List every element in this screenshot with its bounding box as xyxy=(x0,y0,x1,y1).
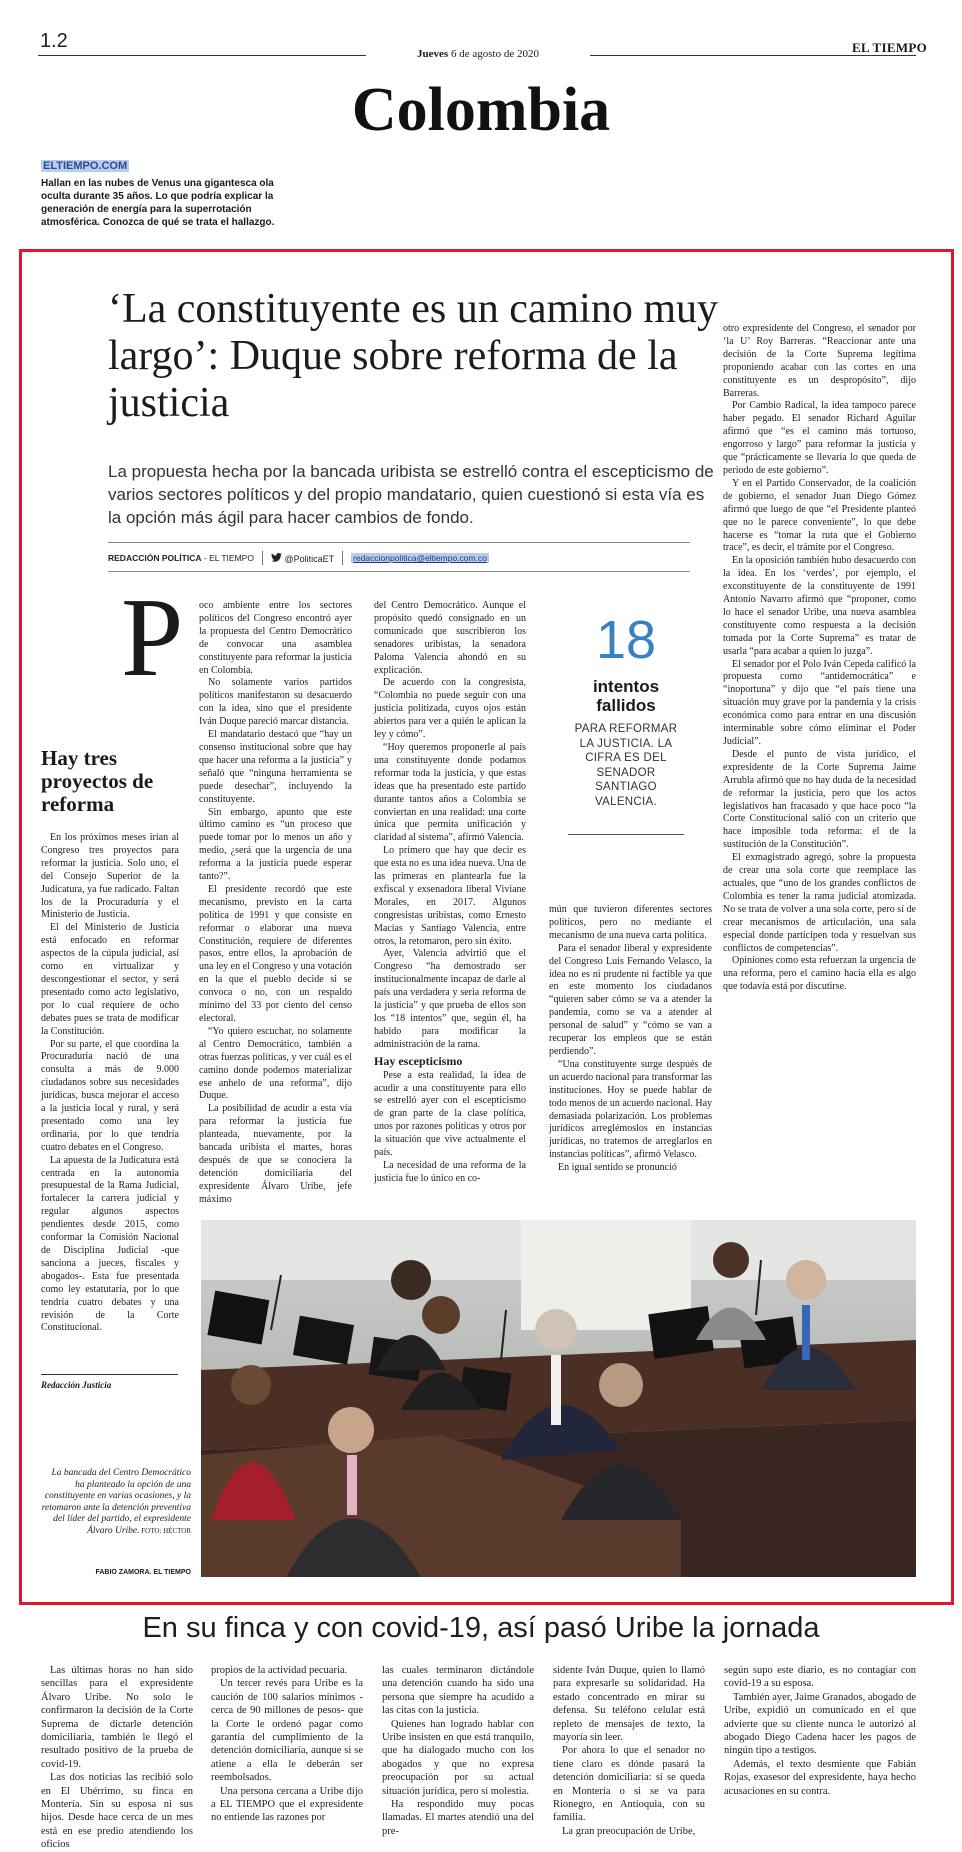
brand-logo: EL TIEMPO xyxy=(852,40,928,55)
promo-link[interactable]: ELTIEMPO.COM xyxy=(43,160,128,172)
article-paragraph: No solamente varios partidos políticos manifestaron su desacuerdo con la idea, sino que el presidente Iván Duque pareció marcar distancia. xyxy=(199,677,352,728)
story2-paragraph: Un tercer revés para Uribe es la caución de 100 salarios mínimos -cerca de 90 millones de pesos- que la Corte le ordenó pagar como garantía del cumplimiento de la detención domiciliaria, aunque si se atiene a ella le deberán ser reembolsados. xyxy=(211,1678,363,1784)
article-paragraph: El presidente recordó que este mecanismo, previsto en la carta política de 1991 y que consiste en reformar o elaborar una nueva Constitución, requiere de diferentes pasos, entre ellos, la aprobación de una ley en el Congreso y una votación en la que el pueblo decide si se convoca o no, con un respaldo mínimo del 33 por ciento del censo electoral. xyxy=(199,883,353,1024)
article-headline: ‘La constituyente es un camino muy largo’: Duque sobre reforma de la justicia xyxy=(108,286,719,426)
article-crosshead: Hay escepticismo xyxy=(374,1053,463,1068)
senate-photo xyxy=(201,1220,916,1577)
article-paragraph: El exmagistrado agregó, sobre la propuesta de crear una sola corte que reemplace las actuales, que “uno de los grandes conflictos de Colombia es tener la rama judicial atomizada. No se trata de volver a una sola corte, pero sí de crear mecanismos de articulación, una sala especial donde participen toda y resuelvan sus conflictos de competencias”. xyxy=(723,852,916,954)
article-paragraph: “Yo quiero escuchar, no solamente al Centro Democrático, también a otras fuerzas políticas, y ver cuál es el camino donde podemos materializar ese anhelo de una reforma”, dijo Duque. xyxy=(199,1025,352,1102)
article-paragraph: En igual sentido se pronunció xyxy=(558,1162,677,1174)
article-paragraph: Lo primero que hay que decir es que esta no es una idea nueva. Una de las primeras en plantearla fue la exfiscal y exsenadora liberal Viviane Morales, en 2017. Algunos congresistas uribistas, como Ernesto Macías y Santiago Valencia, entre otros, la retomaron, pero sin éxito. xyxy=(374,845,526,947)
sidebar-body xyxy=(41,832,179,1335)
sidebar-paragraph: En los próximos meses irían al Congreso tres proyectos para reformar la justicia. Solo uno, el del Consejo Superior de la Judicatura, ya fue radicado. Faltan los de la Procuraduría y el Ministerio de Justicia. xyxy=(41,832,179,921)
photo-caption-text: La bancada del Centro Democrático ha planteado la opción de una constituyente en varias ocasiones, y la retomaron ante la detención preventiva del líder del partido, el expresidente Álvaro Uribe. xyxy=(41,1468,191,1536)
article-paragraph: “Una constituyente surge después de un acuerdo nacional para transformar las instituciones. Hoy se puede hablar de todo menos de un acuerdo nacional. Hay demasiada polarización. Los problemas jurídicos arreglémoslos en instancias jurídicas, no tratemos de arreglarlos en instancias políticas”, afirmó Velasco. xyxy=(549,1058,713,1161)
section-title: Colombia xyxy=(351,76,611,144)
story2-column-1 xyxy=(41,1664,193,1852)
article-paragraph xyxy=(199,600,352,677)
article-column-3 xyxy=(549,904,712,1175)
story2-paragraph: propios de la actividad pecuaria. xyxy=(211,1665,348,1676)
byline-twitter-handle: @PoliticaET xyxy=(284,553,335,564)
article-paragraph: Desde el punto de vista jurídico, el expresidente de la Corte Suprema Jaime Arrubla afirmó que no hay duda de la necesidad de reformar la justicia, pero que los actos legislativos han fracasado y que hace poco “la Corte Constitucional salió con un criterio que hace imposible toda reforma: el de la sustitución de la Constitución”. xyxy=(723,748,916,851)
photo-caption xyxy=(41,1468,191,1538)
sidebar-paragraph: Por su parte, el que coordina la Procuraduría nació de una consulta a más de 9.000 ciudadanos sobre sus necesidades jurídicas, busca mejorar el acceso a la justicia local y rural, y será presentado como una ley ordinaria, por lo que tendría cuatro debates en el Congreso. xyxy=(41,1038,179,1153)
story2-paragraph: Las últimas horas no han sido sencillas para el expresidente Álvaro Uribe. No solo le confirmaron la decisión de la Corte Suprema de dictarle detención domiciliaria, también le llegó el resultado positivo de la prueba de covid-19. xyxy=(41,1665,193,1770)
promo-text: Hallan en las nubes de Venus una gigantesca ola oculta durante 35 años. Lo que podría explicar la generación de energía para la superrotación atmosférica. Conozca de qué se trata el hallazgo. xyxy=(41,178,275,228)
story2-column-2 xyxy=(211,1664,363,1825)
byline-twitter[interactable] xyxy=(271,553,334,564)
date-rest: 6 de agosto de 2020 xyxy=(450,48,539,60)
article-paragraph: Ayer, Valencia advirtió que el Congreso “ha demostrado ser institucionalmente incapaz de darle al país una verdadera y seria reforma de la justicia” y que prueba de ellos son los “18 intentos” que, según él, ha habido para modificar la administración de la rama. xyxy=(374,948,526,1050)
page-number: 1.2 xyxy=(40,30,68,52)
story2-paragraph: Quienes han logrado hablar con Uribe insisten en que está tranquilo, que ha dialogado mucho con los abogados y que no expresa preocupación por su actual situación jurídica, pero sí molestia. xyxy=(382,1718,534,1797)
lead-paragraph: oco ambiente entre los sectores políticos del Congreso encontró ayer la propuesta del Centro Democrático de convocar una asamblea constituyente para reformar la justicia en Colombia. xyxy=(199,600,352,676)
story2-paragraph: También ayer, Jaime Granados, abogado de Uribe, expidió un comunicado en el que advierte que su cliente nunca le autorizó al abogado Diego Cadena hacer les pagos de ningún tipo a testigos. xyxy=(724,1691,916,1757)
sidebar-credit: Redacción Justicia xyxy=(41,1380,112,1390)
byline-outlet: - EL TIEMPO xyxy=(203,553,254,563)
article-paragraph: “Hoy queremos proponerle al país una constituyente donde podamos reformar toda la justicia, y que estas ideas que ha presentado este partido durante tantos años a Colombia se conviertan en una realidad: una corte única que permita unificación y claridad al sistema”, afirmó Valencia. xyxy=(374,741,526,844)
article-column-1 xyxy=(199,600,352,1207)
article-paragraph: En la oposición también hubo desacuerdo con la idea. En los ‘verdes’, por ejemplo, el exconstituyente de la constituyente de 1991 Antonio Navarro afirmó que “proponer, como lo hace el senador Uribe, una nueva asamblea constituyente como respuesta a la decisión tomada por la Corte Suprema” es tratar de usarla “para acabar a quien lo juzga”. xyxy=(723,555,916,657)
byline-rule xyxy=(108,571,690,572)
dropcap: P xyxy=(121,576,184,700)
byline-desk: REDACCIÓN POLÍTICA xyxy=(108,553,202,563)
story2-paragraph: Una persona cercana a Uribe dijo a EL TIEMPO que el expresidente no entiende las razones por xyxy=(211,1785,363,1824)
article-paragraph: El mandatario destacó que “hay un consenso institucional sobre que hay que hacer una reforma a la justicia” y señaló que “ninguna herramienta se puede desechar”, incluyendo la constituyente. xyxy=(199,729,352,805)
stat-caption: PARA REFORMAR LA JUSTICIA. LA CIFRA ES DEL SENADOR SANTIAGO VALENCIA. xyxy=(574,723,678,808)
stat-number: 18 xyxy=(595,610,657,670)
article-paragraph: Pese a esta realidad, la idea de acudir a una constituyente para ello se estrelló ayer con el escepticismo de gran parte de la clase política, unos por razones políticas y otros por la situación que vive actualmente el país. xyxy=(374,1069,526,1159)
story2-paragraph: Ha respondido muy pocas llamadas. El martes atendió una del pre- xyxy=(382,1799,534,1837)
article-column-4 xyxy=(723,323,916,994)
sidebar-paragraph: El del Ministerio de Justicia está enfocado en reformar aspectos de la cúpula judicial, así como en virtualizar y descongestionar el sector, y será presentado como acto legislativo, por lo cual requiere de ocho debates pues se trata de modificar la Constitución. xyxy=(41,922,179,1037)
article-paragraph: otro expresidente del Congreso, el senador por ‘la U’ Roy Barreras. “Reaccionar ante una decisión de la Corte Suprema legítima proponiendo acabar con las cortes en una constituyente es un despropósito”, dijo Barreras. xyxy=(723,323,916,399)
article-paragraph: Y en el Partido Conservador, de la coalición de gobierno, el senador Juan Diego Gómez afirmó que luego de que “el Presidente planteó que no le parece conveniente”, lo que debe hacerse es “tomar la ruta que el Gobierno trace”, es decir, el trámite por el Congreso. xyxy=(723,477,916,554)
story2-column-4 xyxy=(553,1664,705,1838)
sidebar-title: Hay tres proyectos de reforma xyxy=(41,746,154,816)
photo-caption-tag: FOTO: HÉCTOR xyxy=(139,1526,191,1535)
story2-paragraph: según supo este diario, es no contagiar con covid-19 a su esposa. xyxy=(724,1665,916,1690)
article-paragraph: Opiniones como esta refuerzan la urgencia de una reforma, pero el camino hacia ella es algo que todavía está por discutirse. xyxy=(723,955,916,993)
story2-paragraph: Por ahora lo que el senador no tiene claro es dónde pasará la detención domiciliaria: si se queda en Montería o si se va para Rionegro, en Antioquia, con su familia. xyxy=(553,1745,705,1824)
article-paragraph: De acuerdo con la congresista, “Colombia no puede seguir con una justicia politizada, cuyos ojos están abiertos para ver a quién le aplican la ley y cómo”. xyxy=(374,677,526,741)
date-day: Jueves xyxy=(417,48,449,60)
article-subhead: La propuesta hecha por la bancada uribista se estrelló contra el escepticismo de varios sectores políticos y del propio mandatario, quien cuestionó si esta vía es la opción más ágil para hacer cambios de fondo. xyxy=(108,462,714,527)
story2-column-3 xyxy=(382,1664,534,1838)
photo-credit: FABIO ZAMORA. EL TIEMPO xyxy=(95,1569,191,1576)
twitter-icon xyxy=(271,553,282,562)
story2-paragraph: La gran preocupación de Uribe, xyxy=(562,1825,696,1837)
byline-rule xyxy=(108,542,690,543)
article-paragraph: Sin embargo, apunto que este último camino es “un proceso que puede tomar por lo menos un año y medio, ¿será que la urgencia de una reforma a la justicia puede esperar tanto?”. xyxy=(199,806,352,883)
article-paragraph: El senador por el Polo Iván Cepeda calificó la propuesta como “antidemocrática” e “inoportuna” y dijo que “el país tiene una situación muy grave por la pandemia y la crisis económica como para entrar en una discusión interminable sobre cómo eliminar el Poder Judicial”. xyxy=(723,658,916,747)
article-paragraph: Para el senador liberal y expresidente del Congreso Luis Fernando Velasco, la idea no es ni prudente ni factible ya que en este momento los ciudadanos “quieren saber cómo se va a atender la pandemia, como se va a atender al personal de salud” y “cómo se van a recuperar los empleos que se están perdiendo”. xyxy=(549,942,712,1057)
article-paragraph: Por Cambio Radical, la idea tampoco parece haber pegado. El senador Richard Aguilar afirmó que “es el camino más tortuoso, engorroso y largo” para reformar la justicia y que “prácticamente se llevaría lo que queda de periodo de este gobierno”. xyxy=(723,400,916,476)
sidebar-rule xyxy=(41,1374,178,1375)
article-paragraph: La posibilidad de acudir a esta vía para reformar la justicia fue planteada, nuevamente, por la bancada uribista el martes, horas después de que se conociera la detención domiciliaria del expresidente Álvaro Uribe, jefe máximo xyxy=(199,1103,352,1205)
sidebar-paragraph: La apuesta de la Judicatura está centrada en la autonomía presupuestal de la Rama Judicial, fortalecer la carrera judicial y regular algunos aspectos pendientes desde 2015, como conformar la Comisión Nacional de Disciplina Judicial -que sanciona a jueces, fiscales y abogados-. Esta fue presentada como ley estatutaria, por lo que tendría cuatro debates y una revisión de la Corte Constitucional. xyxy=(41,1154,179,1334)
stat-label: intentos fallidos xyxy=(592,677,660,715)
article-paragraph: mún que tuvieron diferentes sectores políticos, pero no mediante el mecanismo de una nueva carta política. xyxy=(549,904,712,941)
byline-email-link[interactable]: redaccionpolitica@eltiempo.com.co xyxy=(353,553,487,563)
story2-paragraph: las cuales terminaron dictándole una detención cuando ha sido una persona que siempre ha acudido a las citas con la justicia. xyxy=(382,1665,534,1717)
article-paragraph: del Centro Democrático. Aunque el propósito quedó consignado en un comunicado que suscribieron los senadores uribistas, la senadora Paloma Valencia ahondó en su explicación. xyxy=(374,600,526,676)
article-paragraph: La necesidad de una reforma de la justicia fue lo único en co- xyxy=(374,1159,526,1184)
byline xyxy=(108,551,489,565)
date-line xyxy=(366,48,590,60)
byline-separator xyxy=(342,551,343,565)
story2-headline: En su finca y con covid-19, así pasó Uribe la jornada xyxy=(142,1612,820,1644)
byline-separator xyxy=(262,551,263,565)
story2-paragraph: Además, el texto desmiente que Fabián Rojas, exasesor del expresidente, haya hecho acusaciones en su contra. xyxy=(724,1758,916,1797)
story2-paragraph: Las dos noticias las recibió solo en El Ubérrimo, su finca en Montería. Sin su esposa ni sus hijos. Desde hace cerca de un mes está en ese predio atendiendo los oficios xyxy=(41,1772,193,1851)
senate-photo-illustration xyxy=(201,1220,916,1577)
header-rule-left xyxy=(38,55,366,56)
article-column-2 xyxy=(374,600,526,1186)
story2-column-5 xyxy=(724,1664,916,1798)
stat-rule xyxy=(568,834,684,835)
story2-paragraph: sidente Iván Duque, quien lo llamó para expresarle su solidaridad. Ha estado concentrado en mirar su defensa. Su teléfono celular está repleto de mensajes de texto, la mayoría sin leer. xyxy=(553,1665,705,1744)
